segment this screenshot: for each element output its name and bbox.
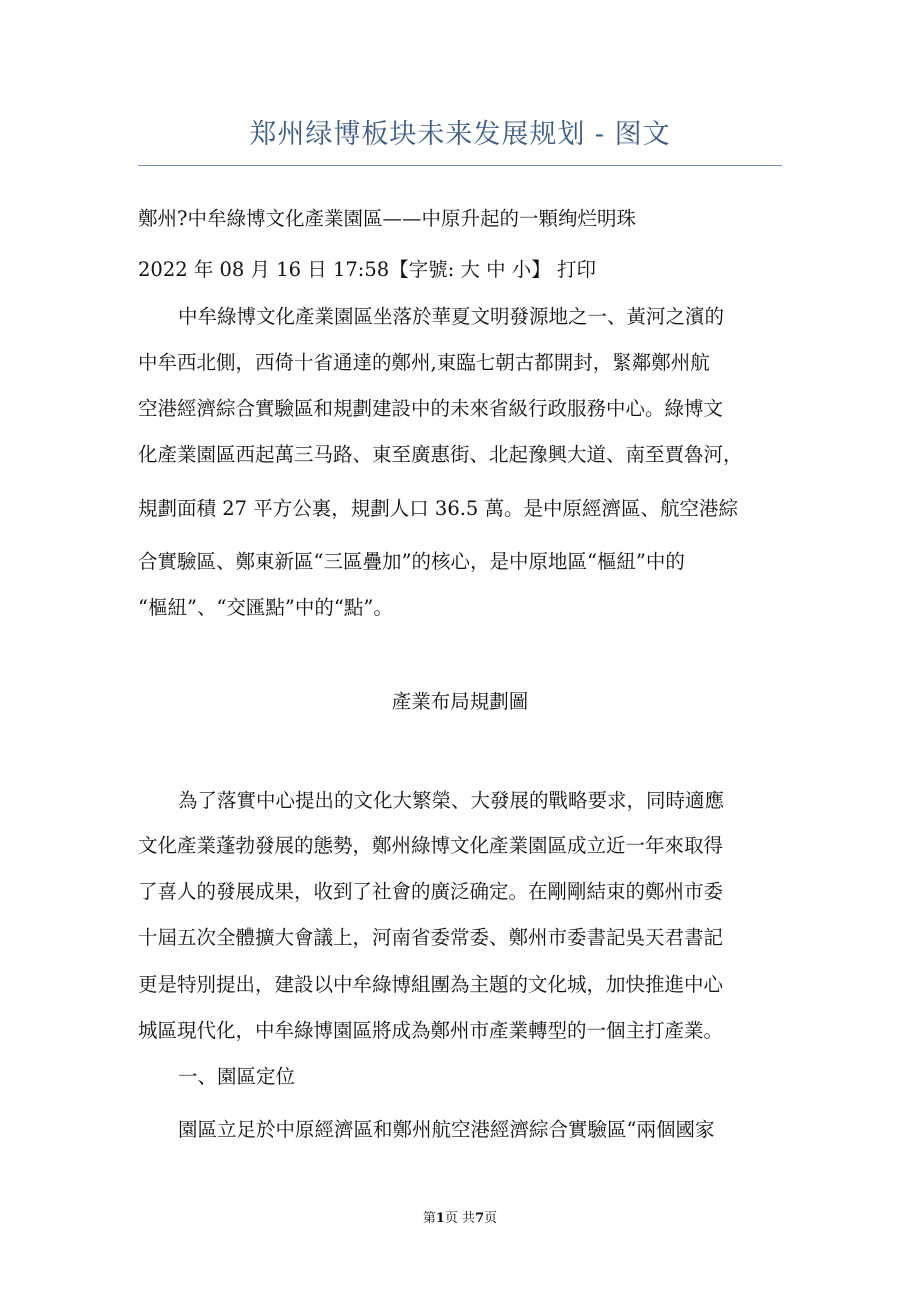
paragraph-line: 城區現代化，中牟綠博園區將成為鄭州市產業轉型的一個主打產業。 (138, 1019, 724, 1042)
paragraph-line: 更是特別提出，建設以中牟綠博組團為主題的文化城，加快推進中心 (138, 973, 724, 996)
figure-caption: 產業布局規劃圖 (391, 690, 529, 713)
meta-line: 2022 年 08 月 16 日 17:58【字號: 大 中 小】 打印 (138, 258, 597, 281)
paragraph-line: “樞紐”、“交匯點”中的“點”。 (138, 596, 393, 619)
page-total: 7 (475, 1211, 485, 1226)
paragraph-line: 為了落實中心提出的文化大繁榮、大發展的戰略要求，同時適應 (178, 789, 725, 812)
paragraph-line: 規劃面積 27 平方公裏，規劃人口 36.5 萬。是中原經濟區、航空港綜 (138, 497, 739, 520)
page-suffix: 页 (484, 1211, 498, 1226)
paragraph-line: 中牟西北側，西倚十省通達的鄭州,東臨七朝古都開封，緊鄰鄭州航 (138, 351, 710, 374)
paragraph-line: 中牟綠博文化產業園區坐落於華夏文明發源地之一、黃河之濱的 (178, 305, 725, 328)
page-prefix: 第 (422, 1211, 436, 1226)
paragraph-line: 十屆五次全體擴大會議上，河南省委常委、鄭州市委書記吳天君書記 (138, 926, 724, 949)
paragraph-line: 了喜人的發展成果，收到了社會的廣泛确定。在剛剛結束的鄭州市委 (138, 880, 724, 903)
page-mid: 页 共 (444, 1211, 476, 1226)
section-heading: 一、園區定位 (178, 1065, 296, 1088)
paragraph-line: 合實驗區、鄭東新區“三區疊加”的核心，是中原地區“樞紐”中的 (138, 550, 685, 573)
paragraph-line: 空港經濟綜合實驗區和規劃建設中的未來省級行政服務中心。綠博文 (138, 397, 724, 420)
page-footer (0, 1207, 920, 1226)
page-current: 1 (435, 1211, 445, 1226)
document-title: 郑州绿博板块未来发展规划 - 图文 (249, 119, 671, 150)
paragraph-line: 文化產業蓬勃發展的態勢，鄭州綠博文化產業園區成立近一年來取得 (138, 834, 724, 857)
paragraph-line: 化產業園區西起萬三马路、東至廣惠街、北起豫興大道、南至賈魯河， (138, 443, 743, 466)
paragraph-line: 園區立足於中原經濟區和鄭州航空港經濟綜合實驗區“兩個國家 (178, 1118, 715, 1141)
title-underline (138, 165, 782, 166)
subtitle: 鄭州?中牟綠博文化產業園區——中原升起的一顆绚烂明珠 (138, 207, 636, 230)
